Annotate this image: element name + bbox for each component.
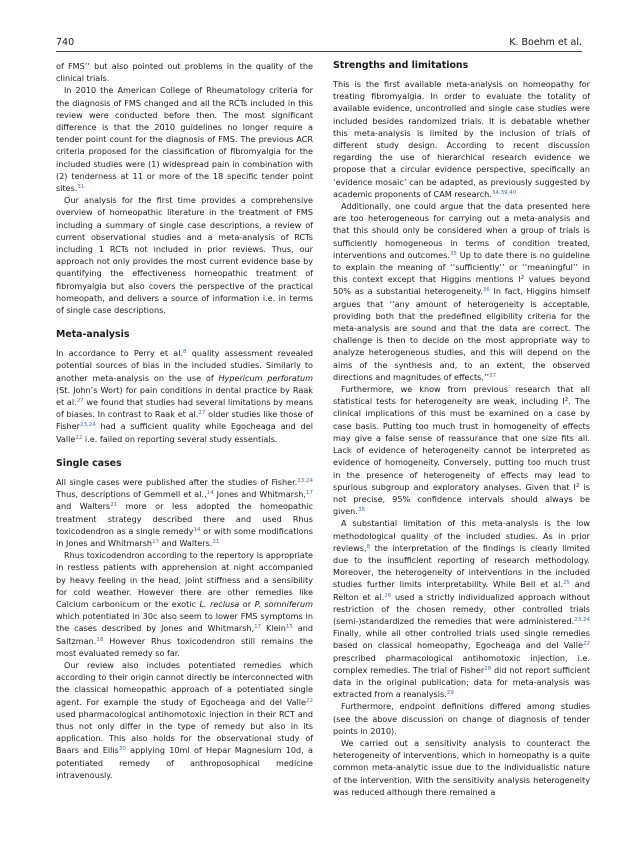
citation[interactable]: 27 (76, 398, 84, 405)
citation[interactable]: 22 (306, 697, 313, 704)
citation[interactable]: 26 (384, 592, 392, 599)
citation[interactable]: 23,24 (297, 477, 313, 484)
section-heading-single-cases: Single cases (56, 457, 122, 469)
section-heading-strengths-limitations: Strengths and limitations (333, 60, 469, 71)
superscript: 2 (575, 482, 580, 489)
citation[interactable]: 17 (152, 538, 160, 545)
citation[interactable]: 14 (193, 526, 201, 533)
citation[interactable]: 35 (449, 250, 457, 257)
paragraph: We carried out a sensitivity analysis to counteract the heterogeneity of interventions, which in homeopathy is a quite common meta-analytic issue due to the individualistic nature of the intervention. With the sensitivity analysis heterogeneity was reduced although there remained a (333, 737, 590, 797)
paragraph: of FMS’’ but also pointed out problems in the quality of the clinical trials. (56, 61, 313, 84)
citation[interactable]: 17 (254, 624, 262, 631)
paragraph: Furthermore, we know from previous research that all statistical tests for heterogeneity are weak, including $I^2$. The clinical implications of this must be examined on a case by case basis. Putting too much trust in homogeneity of effects may give a false sense of reassurance that one size fits all. Lack of evidence of heterogeneity cannot be interpreted as evidence of homogeneity. Conversely, putting too much trust in the presence of heterogeneity of effects may lead to spurious subgroup and exploratory analyses. Given that $I^2$ is not precise, 95% confidence intervals should always be given.$^{38}$ (333, 384, 590, 517)
superscript: 2 (564, 397, 569, 404)
left-column (56, 60, 313, 781)
citation[interactable]: 8 (183, 349, 187, 356)
paragraph: In accordance to Perry et al.$^8$ quality assessment revealed potential sources of bias in the included studies. Similarly to another meta-analysis on the use of Hypericum perforatum (St. John’s Wort) for pain conditions in dental practice by Raak et al.$^{27}$ we found that studies had several limitations by means of biases. In contrast to Raak et al.$^{27}$ older studies like those of Fisher$^{23,24}$ had a sufficient quality while Egocheaga and del Valle$^{22}$ i.e. failed on reporting several study essentials. (56, 348, 314, 444)
citation[interactable]: 29 (446, 690, 454, 697)
citation[interactable]: 15 (285, 624, 293, 631)
citation[interactable]: 21 (212, 538, 220, 545)
paragraph: Our analysis for the first time provides a comprehensive overview of homeopathic literature in the treatment of FMS including a summary of single case descriptions, a review of current observational studies and a meta-analysis of RCTs including 1 RCTs not included in prior reviews. Thus, our approach not only provides the most current evidence base by quantifying the effectiveness homeopathic treatment of fibromyalgia but also covers the perspective of the practical homeopath, and delivers a source of information i.e. in terms of single case descriptions. (56, 195, 313, 316)
citation[interactable]: 21 (110, 502, 118, 509)
paragraph: Furthermore, endpoint definitions differed among studies (see the above discussion on change of diagnosis of tender points in 2010). (333, 701, 590, 736)
paragraph: All single cases were published after the studies of Fisher.$^{23,24}$ Thus, descriptions of Gemmell et al.,$^{14}$ Jones and Whitmarsh,$^{17}$ and Walters$^{21}$ more or less adopted the homeopathic treatment strategy described there and used Rhus toxicodendron as a single remedy$^{14}$ or with some modifications in Jones and Whitmarsh$^{17}$ and Walters.$^{21}$ (56, 476, 313, 548)
right-column (333, 60, 590, 798)
paragraph: Our review also includes potentiated remedies which according to their origin cannot directly be interconnected with the classical homeopathic approach of a potentiated single agent. For example the study of Egocheaga and del Valle$^{22}$ used pharmacological antihomotoxic injection in their RCT and thus not only differ in the type of remedy but also in its application. This also holds for the observational study of Baars and Ellis$^{30}$ applying 10ml of Hepar Magnesium 10d, a potentiated remedy of anthroposophical medicine intravenously. (56, 659, 313, 780)
citation[interactable]: 28 (484, 665, 492, 672)
citation[interactable]: 18 (96, 636, 104, 643)
citation[interactable]: 17 (306, 490, 313, 497)
citation[interactable]: 22 (75, 434, 83, 441)
citation[interactable]: 34,39,40 (491, 189, 517, 196)
paragraph: In 2010 the American College of Rheumatology criteria for the diagnosis of FMS changed and all the RCTs included in this review were conducted before then. The most significant difference is that the 2010 guidelines no longer require a tender point count for the diagnosis of FMS. The previous ACR criteria proposed for the classification of fibromyalgia for the included studies were (1) widespread pain in combination with (2) tenderness at 11 or more of the 18 specific tender point sites.$^{31}$ (56, 85, 313, 194)
running-header (56, 37, 582, 49)
citation[interactable]: 23,24 (574, 616, 590, 623)
header-rule (56, 51, 582, 52)
paragraph: Rhus toxicodendron according to the repertory is appropriate in restless patients with apprehension at night accompanied by heavy feeling in the head, joint stiffness and a sensibility for cold weather. However there are other remedies like Calcium carbonicum or the exotic L. reclusa or P. somniferum which potentiated in 30c also seem to lower FMS symptoms in the cases described by Jones and Whitmarsh,$^{17}$ Klein$^{15}$ and Saltzman.$^{18}$ However Rhus toxicodendron still remains the most evaluated remedy so far. (56, 550, 314, 658)
citation[interactable]: 36 (482, 287, 490, 294)
citation[interactable]: 25 (562, 580, 570, 587)
citation[interactable]: 8 (366, 543, 371, 550)
paragraph: This is the first available meta-analysis on homeopathy for treating fibromyalgia. In order to evaluate the totality of available evidence, uncontrolled and single case studies were included besides randomized trials. It is debatable whether this meta-analysis is limited by the inclusion of trials of different study design. According to recent discussion regarding the use of hierarchical research evidence we propose that a circular evidence perspective, specifically an ‘evidence mosaic’ can be adapted, as previously suggested by academic proponents of CAM research.$^{34,39,40}$ (333, 79, 590, 199)
page-number: 740 (56, 37, 75, 48)
citation[interactable]: 38 (357, 507, 365, 514)
citation[interactable]: 30 (118, 746, 126, 753)
citation[interactable]: 31 (77, 184, 85, 191)
citation[interactable]: 23,24 (79, 422, 96, 429)
citation[interactable]: 14 (206, 490, 214, 497)
paragraph: Additionally, one could argue that the data presented here are too heterogeneous for carrying out a meta-analysis and that this should only be considered when a group of trials is sufficiently homogeneous in terms of condition treated, interventions and outcomes.$^{35}$ Up to date there is no guideline to explain the meaning of ‘‘sufficiently’’ or ‘‘meaningful’’ in this context except that Higgins mentions $I^2$ values beyond 50% as a substantial heterogeneity.$^{36}$ In fact, Higgins himself argues that ‘‘any amount of heterogeneity is acceptable, providing both that the predefined eligibility criteria for the meta-analysis are sound and that the data are correct. The challenge is then to decide on the most appropriate way to analyze heterogeneous studies, and this will depend on the aims of the synthesis and, to an extent, the observed directions and magnitudes of effects.’’$^{37}$ (333, 201, 590, 382)
superscript: 2 (520, 275, 525, 282)
citation[interactable]: 22 (583, 641, 590, 648)
paragraph: A substantial limitation of this meta-analysis is the low methodological quality of the included studies. As in prior reviews,$^8$ the interpretation of the findings is clearly limited due to the insufficient reporting of research methodology. Moreover, the heterogeneity of interventions in the included studies further limits interpretability. While Bell et al.$^{25}$ and Relton et al.$^{26}$ used a strictly individualized approach without restriction of the chosen remedy, other controlled trials (semi-)standardized the remedies that were administered.$^{23,24}$ Finally, while all other controlled trials used single remedies based on classical homeopathy, Egocheaga and del Valle$^{22}$ prescribed pharmacological antihomotoxic injection, i.e. complex remedies. The trial of Fisher$^{28}$ did not report sufficient data in the original publication; data for meta-analysis was extracted from a reanalysis.$^{29}$ (333, 518, 591, 700)
citation[interactable]: 27 (198, 410, 206, 417)
citation[interactable]: 37 (489, 372, 497, 379)
running-authors: K. Boehm et al. (509, 37, 582, 48)
section-heading-meta-analysis: Meta-analysis (56, 329, 130, 341)
